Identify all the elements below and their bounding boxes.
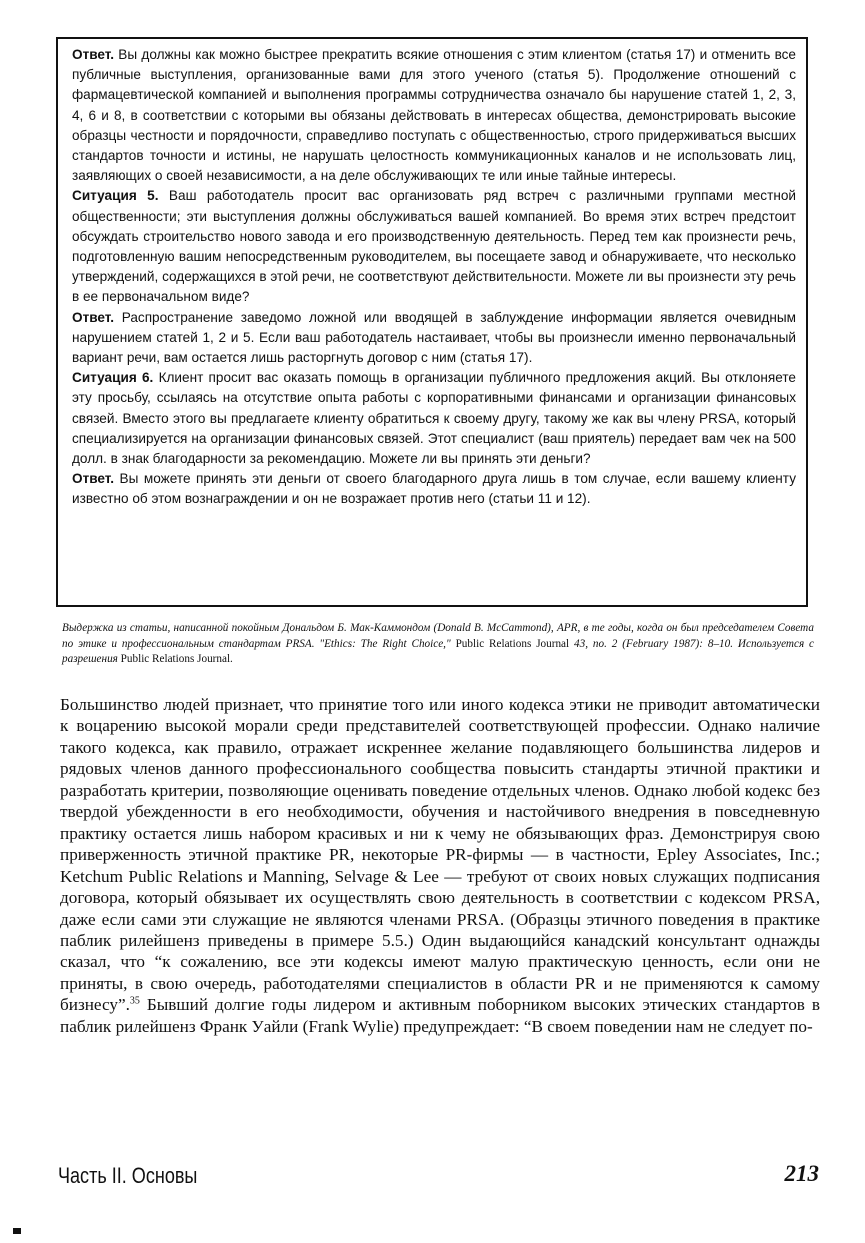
box-paragraph-answer-4: Ответ. Вы должны как можно быстрее прекратить всякие отношения с этим клиентом (статья 17) и отменить все публичные выступления, организованные вами для этого ученого (статья 5). Продолжение отношений с фармацевтической компанией и выполнения программы сотрудничества означало бы нарушение статей 1, 2, 3, 4, 6 и 8, в соответствии с которыми вы обязаны действовать в интересах общества, демонстрировать высокие образцы честности и порядочности, справедливо поступать с общественностью, строго придерживаться высших стандартов точности и истины, не нарушать целостность коммуникационных каналов и не использовать лиц, заявляющих о своей независимости, а на деле обслуживающих те или иные тайные интересы.	[72, 47, 796, 184]
body-text: Большинство людей признает, что принятие того или иного кодекса этики не приводит автоматически к воцарению высокой морали среди представителей соответствующей профессии. Однако наличие такого кодекса, как правило, отражает искреннее желание подавляющего большинства лидеров и рядовых членов данного профессионального сообщества повысить стандарты этичной практики и разработать критерии, позволяющие оценивать поведение отдельных членов. Однако любой кодекс без твердой убежденности в его необходимости, обучения и настойчивого внедрения в повседневную практику остается лишь набором красивых и ни к чему не обязывающих фраз. Демонстрируя свою приверженность этичной практике PR, некоторые PR-фирмы — в частности, Epley Associates, Inc.; Ketchum Public Relations и Manning, Selvage & Lee — требуют от своих новых служащих подписания договора, который обязывает их осуществлять свою деятельность в соответствии с кодексом PRSA, даже если сами эти служащие не являются членами PRSA. (Образцы этичного поведения в практике паблик рилейшенз приведены в примере 5.5.) Один выдающийся канадский консультант однажды сказал, что “к сожалению, все эти кодексы имеют малую практическую ценность, если они не приняты, в свою очередь, работодателями специалистов в области PR и не применяются к самому бизнесу”.$^{35}$ Бывший долгие годы лидером и активным поборником высоких этических стандартов в паблик рилейшенз Франк Уайли (Frank Wylie) предупреждает: “В своем поведении нам не следует по-	[60, 695, 820, 1036]
footnote-ref: 35	[129, 995, 140, 1007]
box-paragraph-answer-6: Ответ. Вы можете принять эти деньги от своего благодарного друга лишь в том случае, если вашему клиенту известно об этом вознаграждении и он не возражает против него (статьи 11 и 12).	[72, 471, 796, 507]
box-paragraph-answer-5: Ответ. Распространение заведомо ложной или вводящей в заблуждение информации является очевидным нарушением статей 1, 2 и 5. Если ваш работодатель настаивает, чтобы вы произнесли именно первоначальный вариант речи, вам остается лишь расторгнуть договор с ним (статья 17).	[72, 309, 796, 366]
ethics-cases-box	[56, 37, 808, 607]
section-title: Часть II. Основы	[58, 1163, 198, 1188]
box-paragraph-situation-5: Ситуация 5. Ваш работодатель просит вас организовать ряд встреч с различными группами местной общественности; эти выступления должны обслуживаться вашей компанией. Во время этих встреч предстоит обсуждать строительство нового завода и его производственную деятельность. Перед тем как произнести речь, подготовленную вашим непосредственным руководителем, вы посещаете завод и обнаруживаете, что несколько утверждений, содержащихся в этой речи, не соответствуют действительности. Можете ли вы произнести эту речь в ее первоначальном виде?	[72, 188, 796, 305]
box-paragraph-situation-6: Ситуация 6. Клиент просит вас оказать помощь в организации публичного предложения акций. Вы отклоняете эту просьбу, ссылаясь на отсутствие опыта работы с корпоративными финансами и организации финансовых связей. Вместо этого вы предлагаете клиенту обратиться к своему другу, такому же как вы члену PRSA, который специализируется на организации финансовых связей. Этот специалист (ваш приятель) передает вам чек на 500 долл. в знак благодарности за рекомендацию. Можете ли вы принять эти деньги?	[72, 370, 796, 467]
scan-mark	[13, 1228, 21, 1234]
source-caption: Выдержка из статьи, написанной покойным Дональдом Б. Мак-Каммондом (Donald B. McCammond), APR, в те годы, когда он был председателем Совета по этике и профессиональным стандартам PRSA. "Ethics: The Right Choice," Public Relations Journal 43, no. 2 (February 1987): 8–10. Используется с разрешения Public Relations Journal.	[62, 622, 815, 665]
page-number: 213	[784, 1161, 819, 1186]
